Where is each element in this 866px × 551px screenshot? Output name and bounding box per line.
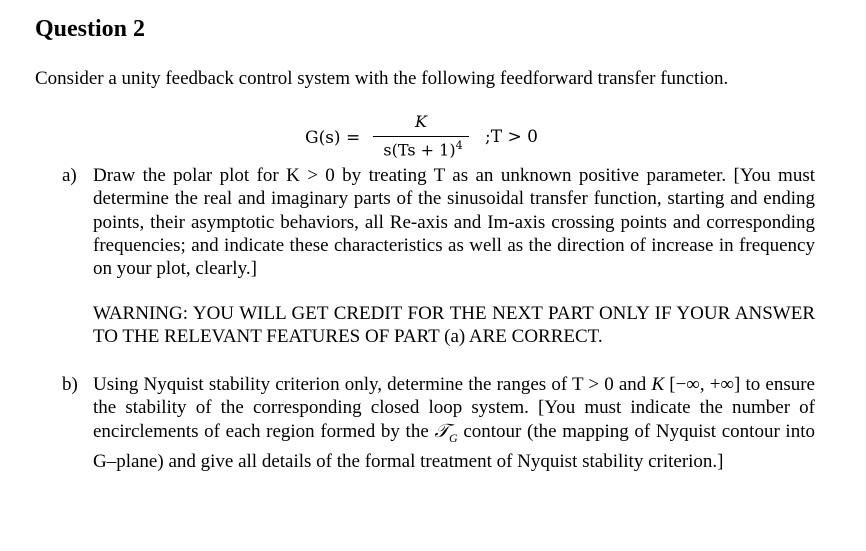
part-b-text-2: to ensure the stability of the corresponding closed loop system. [You must indicate the number of encirclements of each region formed by the [93, 374, 815, 442]
part-a [62, 164, 822, 284]
question-intro: Consider a unity feedback control system with the following feedforward transfer function. [35, 68, 729, 89]
part-a-text: Draw the polar plot for K > 0 by treating T as an unknown positive parameter. [You must determine the real and imaginary parts of the sinusoidal transfer function, starting and ending points, their asymptotic behaviors, all Re-axis and Im-axis crossing points and corresponding frequencies; and indicate these characteristics as well as the direction of increase in frequency on your plot, clearly.] [93, 165, 815, 280]
warning-note [62, 302, 822, 352]
warning-text: WARNING: YOU WILL GET CREDIT FOR THE NEXT PART ONLY IF YOUR ANSWER TO THE RELEVANT FEATURES OF PART (a) ARE CORRECT. [93, 303, 815, 348]
denominator-exponent: 4 [455, 139, 463, 152]
part-b-text-1: Using Nyquist stability criterion only, determine the ranges of T > 0 and [93, 374, 652, 395]
fraction-bar [373, 136, 469, 137]
equation-fraction [373, 112, 469, 164]
question-heading: Question 2 [35, 16, 146, 42]
equation-condition: ;T > 0 [485, 127, 538, 147]
part-b-text-3: contour (the mapping of Nyquist contour into G–plane) and give all details of the formal treatment of Nyquist stability criterion.] [93, 420, 815, 472]
part-b-marker: b) [62, 374, 78, 395]
denominator-base: s(Ts + 1) [383, 140, 456, 160]
part-b [62, 373, 822, 493]
part-b-contour-subscript: G [448, 430, 458, 445]
part-b-k-symbol: K [651, 374, 665, 395]
equation-numerator: K [415, 112, 427, 131]
equation-denominator [373, 139, 473, 159]
part-b-text [93, 373, 815, 473]
part-a-marker: a) [62, 165, 77, 186]
part-b-contour-symbol: 𝒯 [434, 420, 449, 442]
equation-lhs: G(s) = [305, 128, 361, 148]
part-b-range: [−∞, +∞] [669, 374, 741, 395]
